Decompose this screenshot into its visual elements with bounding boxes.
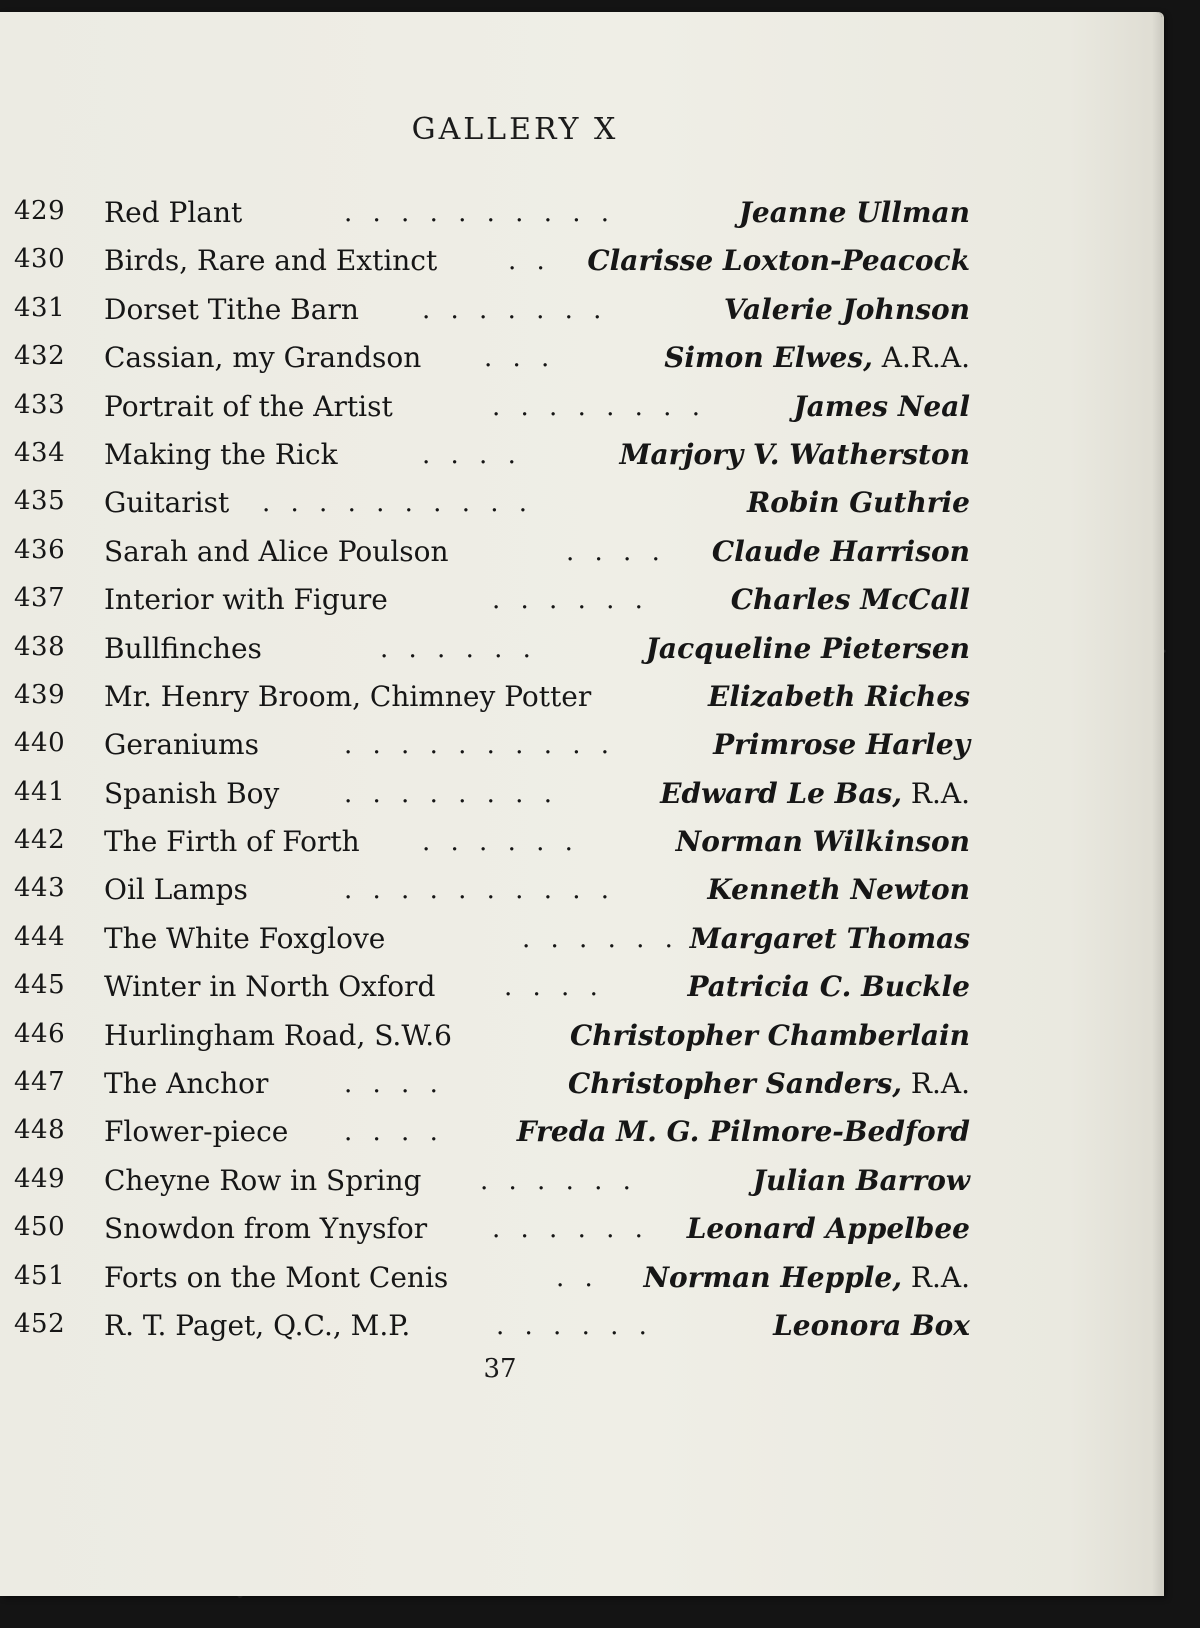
entry-title: Bullfinches bbox=[104, 631, 262, 665]
list-item bbox=[14, 771, 970, 819]
artist-honour: R.A. bbox=[901, 1260, 970, 1294]
artist-name: Julian Barrow bbox=[752, 1163, 970, 1197]
entry-number: 449 bbox=[14, 1163, 66, 1194]
catalogue-list bbox=[14, 190, 970, 1351]
list-item bbox=[14, 964, 970, 1012]
dot-leader: . . . . bbox=[422, 439, 522, 470]
dot-leader: . . . . . . . . . . bbox=[262, 488, 534, 519]
dot-leader: . . bbox=[556, 1262, 599, 1293]
artist-name: Christopher Sanders, bbox=[567, 1067, 902, 1101]
dot-leader: . . . . . . bbox=[422, 827, 579, 858]
entry-artist bbox=[643, 1261, 970, 1294]
entry-title: Red Plant bbox=[104, 196, 243, 229]
entry-artist bbox=[570, 1019, 970, 1052]
entry-title: Making the Rick bbox=[104, 437, 338, 471]
entry-title: Forts on the Mont Cenis bbox=[104, 1260, 449, 1294]
list-item bbox=[14, 190, 970, 238]
entry-artist bbox=[687, 1212, 970, 1245]
entry-number: 447 bbox=[14, 1067, 66, 1098]
entry-artist bbox=[664, 341, 970, 374]
entry-number: 441 bbox=[14, 776, 66, 807]
entry-artist bbox=[707, 873, 970, 906]
entry-title: Flower-piece bbox=[104, 1115, 289, 1149]
entry-artist bbox=[619, 438, 970, 471]
artist-name: Marjory V. Watherston bbox=[619, 437, 970, 471]
list-item bbox=[14, 819, 970, 867]
entry-title: Snowdon from Ynysfor bbox=[104, 1212, 428, 1246]
dot-leader: . . . . . . bbox=[496, 1310, 653, 1341]
dot-leader: . . . . . . bbox=[480, 1165, 637, 1196]
artist-honour: A.R.A. bbox=[872, 341, 970, 375]
artist-name: Jeanne Ullman bbox=[738, 196, 970, 229]
artist-name: Elizabeth Riches bbox=[708, 679, 970, 713]
list-item bbox=[14, 577, 970, 625]
entry-title: The White Foxglove bbox=[104, 921, 386, 955]
entry-number: 439 bbox=[14, 679, 66, 710]
entry-number: 434 bbox=[14, 437, 66, 468]
artist-honour: R.A. bbox=[901, 776, 970, 810]
entry-title: Birds, Rare and Extinct bbox=[104, 244, 438, 278]
dot-leader: . . . . . . . . . . bbox=[344, 730, 616, 761]
list-item bbox=[14, 384, 970, 432]
list-item bbox=[14, 1255, 970, 1303]
entry-artist bbox=[739, 196, 970, 229]
list-item bbox=[14, 1158, 970, 1206]
entry-artist bbox=[687, 970, 970, 1003]
dot-leader: . . . . . . bbox=[522, 923, 679, 954]
entry-title: Dorset Tithe Barn bbox=[104, 292, 359, 326]
list-item bbox=[14, 1303, 970, 1351]
entry-title: The Anchor bbox=[104, 1067, 269, 1101]
entry-title: Sarah and Alice Poulson bbox=[104, 534, 449, 568]
entry-number: 432 bbox=[14, 341, 66, 372]
entry-artist bbox=[568, 1067, 970, 1100]
artist-name: Kenneth Newton bbox=[707, 873, 970, 907]
entry-number: 444 bbox=[14, 921, 66, 952]
dot-leader: . . . . . . . bbox=[422, 294, 608, 325]
list-item bbox=[14, 1061, 970, 1109]
entry-number: 451 bbox=[14, 1260, 66, 1291]
entry-artist bbox=[676, 825, 970, 858]
artist-name: James Neal bbox=[793, 389, 970, 423]
list-item bbox=[14, 1013, 970, 1061]
entry-artist bbox=[517, 1115, 970, 1148]
artist-name: Patricia C. Buckle bbox=[687, 970, 970, 1004]
list-item bbox=[14, 432, 970, 480]
dot-leader: . . . . . . . . . . bbox=[344, 875, 616, 906]
list-item bbox=[14, 1206, 970, 1254]
entry-artist bbox=[712, 535, 970, 568]
dot-leader: . . . . bbox=[344, 1069, 444, 1100]
dot-leader: . . . . bbox=[344, 1117, 444, 1148]
artist-name: Leonard Appelbee bbox=[686, 1212, 970, 1246]
entry-number: 429 bbox=[14, 196, 66, 226]
list-item bbox=[14, 480, 970, 528]
dot-leader: . . . . . . . . bbox=[344, 778, 558, 809]
entry-title: The Firth of Forth bbox=[104, 825, 360, 859]
artist-name: Valerie Johnson bbox=[723, 292, 970, 326]
entry-artist bbox=[773, 1309, 970, 1342]
dot-leader: . . . . . . . . . . bbox=[344, 198, 616, 228]
catalogue-page bbox=[0, 12, 1162, 1596]
entry-artist bbox=[708, 680, 970, 713]
entry-artist bbox=[690, 922, 970, 955]
entry-title: Cheyne Row in Spring bbox=[104, 1163, 422, 1197]
entry-number: 433 bbox=[14, 389, 66, 420]
entry-title: Winter in North Oxford bbox=[104, 970, 436, 1004]
dot-leader: . . . . . . bbox=[492, 1214, 649, 1245]
entry-artist bbox=[660, 777, 970, 810]
artist-name: Christopher Chamberlain bbox=[570, 1018, 970, 1052]
list-item bbox=[14, 674, 970, 722]
list-item bbox=[14, 626, 970, 674]
gallery-heading-text: GALLERY X bbox=[411, 112, 619, 147]
entry-title: Hurlingham Road, S.W.6 bbox=[104, 1018, 452, 1052]
entry-title: Interior with Figure bbox=[104, 583, 388, 617]
entry-number: 450 bbox=[14, 1212, 66, 1243]
entry-number: 443 bbox=[14, 873, 66, 904]
page-edge-shadow bbox=[1152, 12, 1162, 1596]
entry-title: Cassian, my Grandson bbox=[104, 341, 422, 375]
entry-number: 445 bbox=[14, 970, 66, 1001]
entry-number: 435 bbox=[14, 486, 66, 517]
artist-name: Simon Elwes, bbox=[664, 341, 873, 375]
list-item bbox=[14, 335, 970, 383]
gallery-heading bbox=[0, 112, 970, 147]
dot-leader: . . . . bbox=[504, 972, 604, 1003]
dot-leader: . . . . . . bbox=[380, 633, 537, 664]
list-item bbox=[14, 1109, 970, 1157]
dot-leader: . . bbox=[508, 246, 551, 277]
artist-honour: R.A. bbox=[901, 1067, 970, 1101]
entry-artist bbox=[724, 293, 970, 326]
entry-number: 437 bbox=[14, 583, 66, 614]
artist-name: Charles McCall bbox=[730, 583, 970, 617]
page-number: 37 bbox=[483, 1354, 517, 1384]
entry-title: R. T. Paget, Q.C., M.P. bbox=[104, 1308, 411, 1342]
entry-title: Guitarist bbox=[104, 486, 230, 520]
artist-name: Jacqueline Pietersen bbox=[645, 631, 970, 665]
entry-number: 430 bbox=[14, 244, 66, 275]
artist-name: Freda M. G. Pilmore-Bedford bbox=[516, 1115, 970, 1149]
entry-artist bbox=[753, 1164, 970, 1197]
entry-title: Spanish Boy bbox=[104, 776, 280, 810]
artist-name: Robin Guthrie bbox=[746, 486, 970, 520]
entry-title: Oil Lamps bbox=[104, 873, 248, 907]
entry-artist bbox=[713, 728, 970, 761]
list-item bbox=[14, 722, 970, 770]
list-item bbox=[14, 287, 970, 335]
artist-name: Norman Hepple, bbox=[643, 1260, 902, 1294]
entry-artist bbox=[793, 390, 970, 423]
list-item bbox=[14, 867, 970, 915]
entry-title: Mr. Henry Broom, Chimney Potter bbox=[104, 679, 592, 713]
artist-name: Leonora Box bbox=[773, 1308, 970, 1342]
entry-title: Geraniums bbox=[104, 728, 259, 762]
entry-artist bbox=[587, 244, 970, 277]
dot-leader: . . . . bbox=[566, 536, 666, 567]
entry-artist bbox=[646, 632, 970, 665]
artist-name: Norman Wilkinson bbox=[675, 825, 970, 859]
entry-title: Portrait of the Artist bbox=[104, 389, 393, 423]
entry-number: 436 bbox=[14, 534, 66, 565]
artist-name: Edward Le Bas, bbox=[660, 776, 902, 810]
artist-name: Clarisse Loxton-Peacock bbox=[587, 244, 970, 278]
entry-number: 440 bbox=[14, 728, 66, 759]
dot-leader: . . . . . . bbox=[492, 585, 649, 616]
list-item bbox=[14, 529, 970, 577]
entry-number: 452 bbox=[14, 1308, 66, 1339]
list-item bbox=[14, 916, 970, 964]
entry-number: 438 bbox=[14, 631, 66, 662]
dot-leader: . . . bbox=[484, 343, 556, 374]
entry-artist bbox=[747, 486, 970, 519]
artist-name: Claude Harrison bbox=[711, 534, 970, 568]
artist-name: Primrose Harley bbox=[713, 728, 970, 762]
entry-number: 446 bbox=[14, 1018, 66, 1049]
entry-artist bbox=[731, 583, 970, 616]
entry-number: 442 bbox=[14, 825, 66, 856]
entry-number: 431 bbox=[14, 292, 66, 323]
dot-leader: . . . . . . . . bbox=[492, 391, 706, 422]
entry-number: 448 bbox=[14, 1115, 66, 1146]
artist-name: Margaret Thomas bbox=[689, 921, 970, 955]
list-item bbox=[14, 238, 970, 286]
